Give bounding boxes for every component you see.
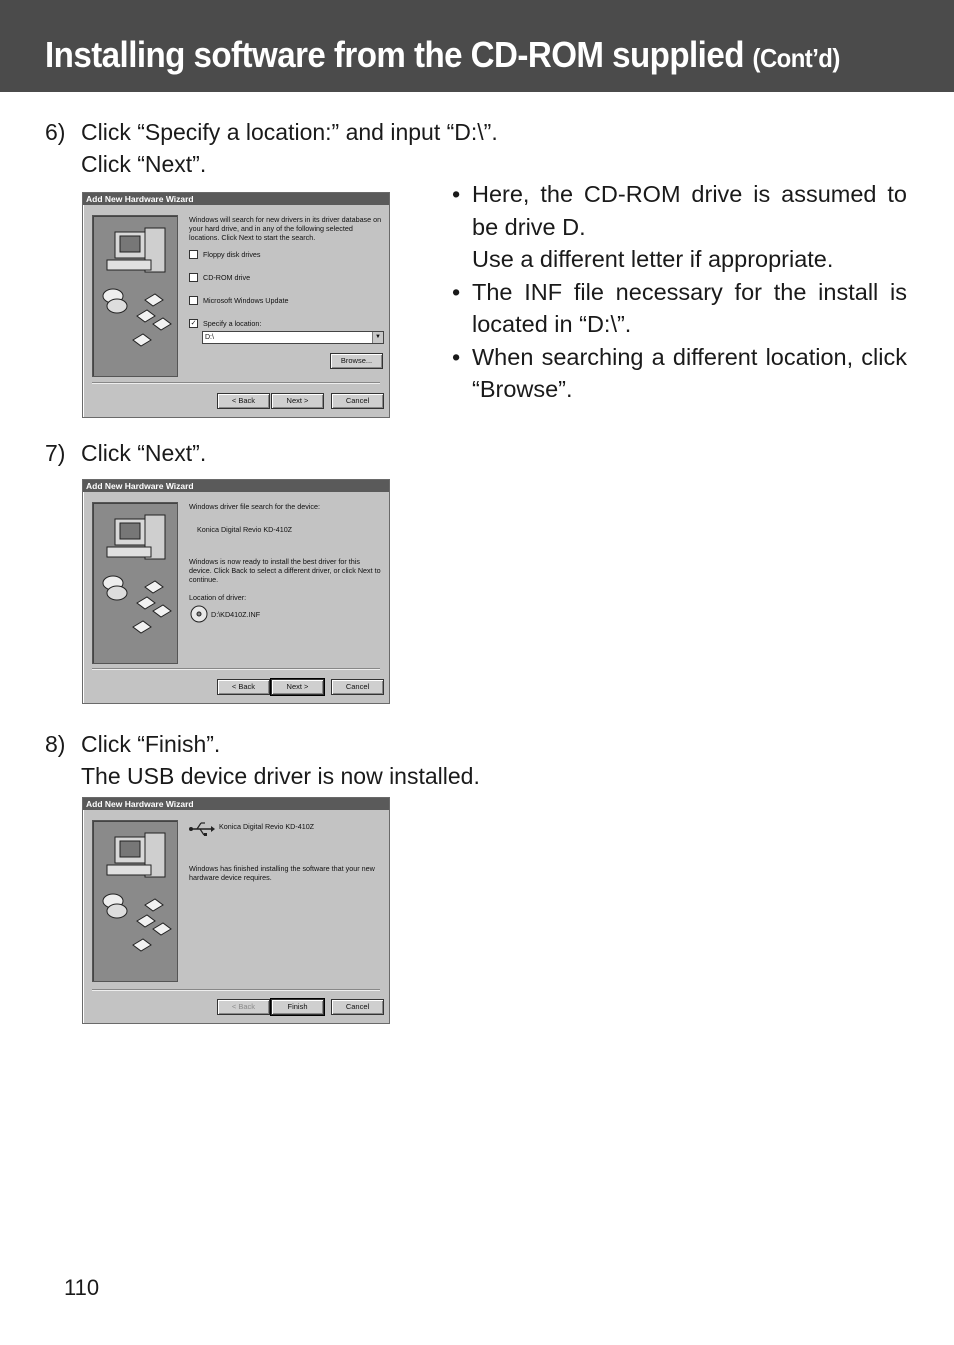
wizard-dialog-finish [82,797,390,1024]
step-text: Click “Finish”. [81,731,221,757]
device-name: Konica Digital Revio KD-410Z [219,822,315,831]
wizard-illustration [92,820,178,982]
option-label: Floppy disk drives [203,250,261,259]
checkbox[interactable] [189,296,198,305]
option-floppy[interactable] [189,250,383,259]
wizard-dialog-driver-search [82,479,390,704]
step-text: Click “Next”. [81,440,207,466]
wizard-illustration [92,215,178,377]
note-extra: Use a different letter if appropriate. [472,246,834,272]
step-subtext: Click “Next”. [81,151,207,177]
computer-disks-icon [93,216,177,376]
cancel-button[interactable]: Cancel [331,999,384,1015]
option-windows-update[interactable] [189,296,383,305]
bullet: • [452,181,461,207]
location-value: D:\ [205,334,214,341]
notes-list [452,178,907,406]
next-button[interactable]: Next > [271,679,324,695]
divider [92,989,380,991]
title-text: Installing software from the CD-ROM supplied [45,34,744,75]
back-button[interactable]: < Back [217,393,270,409]
device-name: Konica Digital Revio KD-410Z [197,525,293,534]
step-number: 6) [45,119,66,145]
note-text: When searching a different location, click “Browse”. [472,343,907,402]
title-contd: (Cont’d) [752,43,840,73]
step-subtext: The USB device driver is now installed. [81,763,480,789]
dialog-titlebar: Add New Hardware Wizard [83,798,389,810]
finished-text: Windows has finished installing the software that your new hardware device requires. [189,864,375,882]
step-6 [45,116,498,180]
finish-button[interactable]: Finish [271,999,324,1015]
dialog-titlebar: Add New Hardware Wizard [83,193,389,205]
dialog-intro: Windows will search for new drivers in its driver database on your hard drive, and in any of the following selected locations. Click Next to start the search. [189,215,382,242]
cd-icon [189,604,211,624]
cancel-button[interactable]: Cancel [331,393,384,409]
step-number: 7) [45,440,66,466]
page-title [45,34,840,76]
checkbox[interactable]: ✓ [190,320,197,327]
location-label: Location of driver: [189,593,247,602]
bullet: • [452,343,461,370]
page-header [0,0,954,92]
back-button[interactable]: < Back [217,679,270,695]
bullet: • [452,278,461,305]
back-button[interactable]: < Back [217,999,270,1015]
search-label: Windows driver file search for the device: [189,502,321,511]
option-specify-location[interactable] [189,319,383,328]
note-text: The INF file necessary for the install is located in “D:\”. [472,278,907,337]
divider [92,668,380,670]
dialog-content [189,502,383,624]
browse-button[interactable]: Browse... [330,353,383,369]
device-row [189,820,383,838]
checkbox[interactable] [189,273,198,282]
note-text: Here, the CD-ROM drive is assumed to be drive D. [472,181,907,240]
dialog-content [189,820,383,882]
ready-text: Windows is now ready to install the best driver for this device. Click Back to select a different driver, or click Next to continue. [189,557,381,584]
computer-disks-icon [93,503,177,663]
option-label: CD-ROM drive [203,273,251,282]
page-number: 110 [64,1275,100,1300]
step-text: Click “Specify a location:” and input “D:\”. [81,119,498,145]
driver-location [189,604,383,624]
step-8 [45,728,480,792]
location-input[interactable] [202,331,384,344]
usb-icon [189,820,215,838]
wizard-illustration [92,502,178,664]
cancel-button[interactable]: Cancel [331,679,384,695]
divider [92,382,380,384]
note-item [452,178,907,276]
location-value: D:\KD410Z.INF [211,609,261,619]
option-label: Specify a location: [203,319,262,328]
option-label: Microsoft Windows Update [203,296,289,305]
checkbox[interactable] [189,250,198,259]
option-cdrom[interactable] [189,273,383,282]
step-7 [45,437,206,469]
wizard-dialog-specify-location [82,192,390,418]
dialog-titlebar: Add New Hardware Wizard [83,480,389,492]
chevron-down-icon[interactable]: ▼ [372,332,383,343]
note-item [452,276,907,341]
step-number: 8) [45,731,66,757]
dialog-content [189,215,383,344]
note-item [452,341,907,406]
computer-disks-icon [93,821,177,981]
next-button[interactable]: Next > [271,393,324,409]
